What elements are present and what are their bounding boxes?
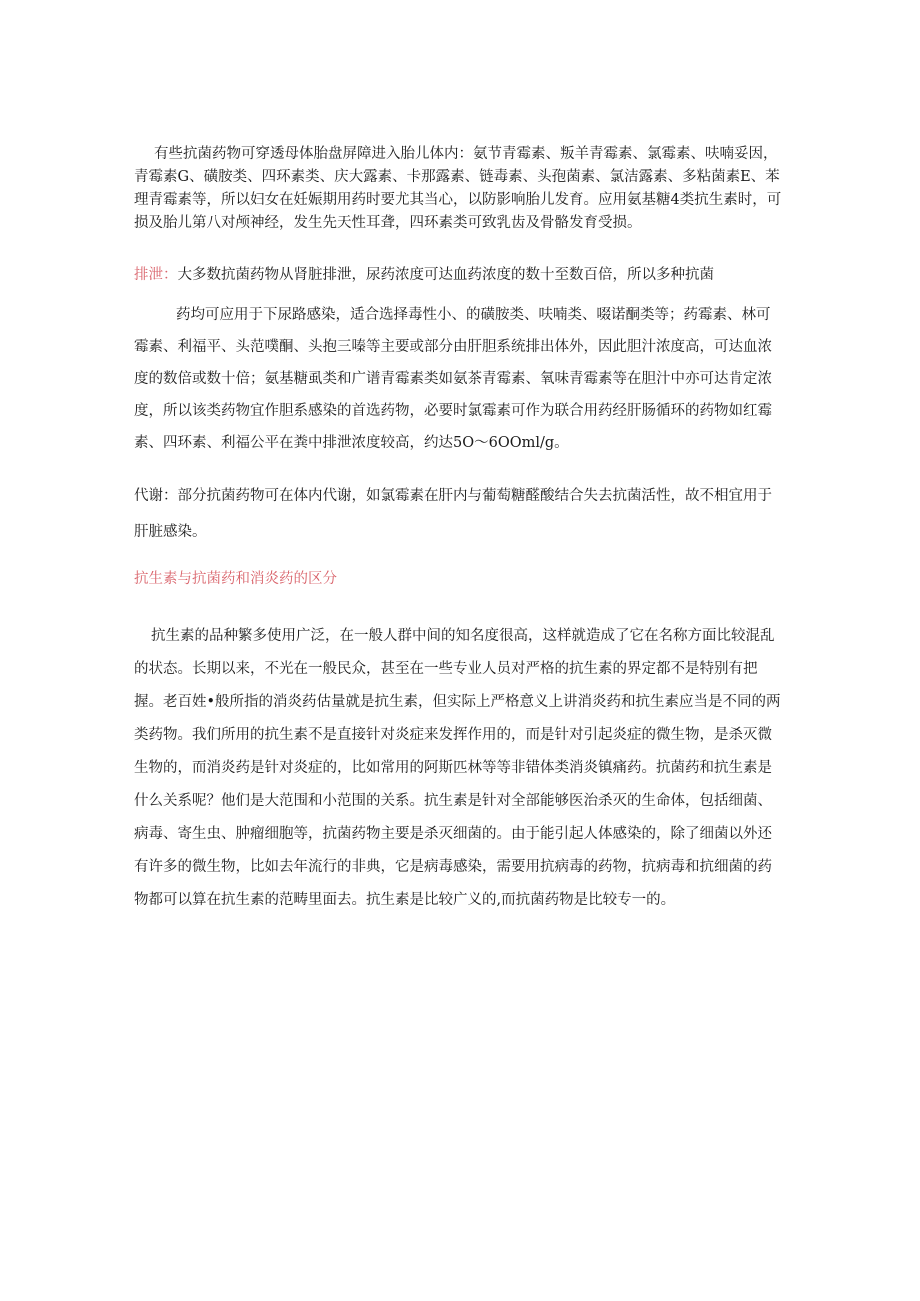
paragraph-excretion-body: 药均可应用于下尿路感染，适合选择毒性小、的磺胺类、呋喃类、啜诺酮类等；药霉素、林可霉素、利福平、头范噗酮、头抱三嗪等主要或部分由肝胆系统排出体外，因此胆汁浓度高，可达血浓度的数倍或数十倍；氨基糖虱类和广谱青霉素类如氨茶青霉素、氧味青霉素等在胆汁中亦可达肯定浓度，所以该类药物宜作胆系感染的首选药物，必要时氯霉素可作为联合用药经肝肠循环的药物如红霉素、四环素、利福公平在粪中排泄浓度较高，约达5O～6OOml/g。 [134, 307, 772, 451]
section-heading: 抗生素与抗菌药和消炎药的区分 [134, 571, 337, 587]
paragraph-placenta: 有些抗菌药物可穿透母体胎盘屏障进入胎儿体内：氨节青霉素、叛羊青霉素、氯霉素、呋喃妥因，青霉素G、磺胺类、四环素类、庆大露素、卡那露素、链毒素、头孢菌素、氯洁露素、多粘菌素E、苯理青霉素等，所以妇女在妊娠期用药时要尤其当心，以防影响胎儿发育。应用氨基糖4类抗生素时，可损及胎儿第八对颅神经，发生先天性耳聋，四环素类可致乳齿及骨骼发育受损。 [134, 146, 782, 231]
paragraph-difference: 抗生素的品种繁多使用广泛，在一般人群中间的知名度很高，这样就造成了它在名称方面比较混乱的状态。长期以来，不光在一般民众，甚至在一些专业人员对严格的抗生素的界定都不是特别有把握。老百姓•般所指的消炎药估量就是抗生素，但实际上严格意义上讲消炎药和抗生素应当是不同的两类药物。我们所用的抗生素不是直接针对炎症来发挥作用的，而是针对引起炎症的微生物，是杀灭微生物的，而消炎药是针对炎症的，比如常用的阿斯匹林等等非错体类消炎镇痛药。抗菌药和抗生素是什么关系呢？他们是大范围和小范围的关系。抗生素是针对全部能够医治杀灭的生命体，包括细菌、病毒、寄生虫、肿瘤细胞等，抗菌药物主要是杀灭细菌的。由于能引起人体感染的，除了细菌以外还有许多的微生物，比如去年流行的非典，它是病毒感染，需要用抗病毒的药物，抗病毒和抗细菌的药物都可以算在抗生素的范畴里面去。抗生素是比较广义的,而抗菌药物是比较专一的。 [134, 628, 781, 908]
excretion-lead-text: 大多数抗菌药物从肾脏排泄，尿药浓度可达血药浓度的数十至数百倍，所以多种抗菌 [177, 267, 714, 283]
paragraph-excretion-lead [134, 264, 784, 287]
paragraph-metabolism: 代谢：部分抗菌药物可在体内代谢，如氯霉素在肝内与葡萄糖醛酸结合失去抗菌活性，故不相宜用于肝脏感染。 [134, 488, 772, 540]
excretion-label: 排泄： [134, 267, 178, 283]
